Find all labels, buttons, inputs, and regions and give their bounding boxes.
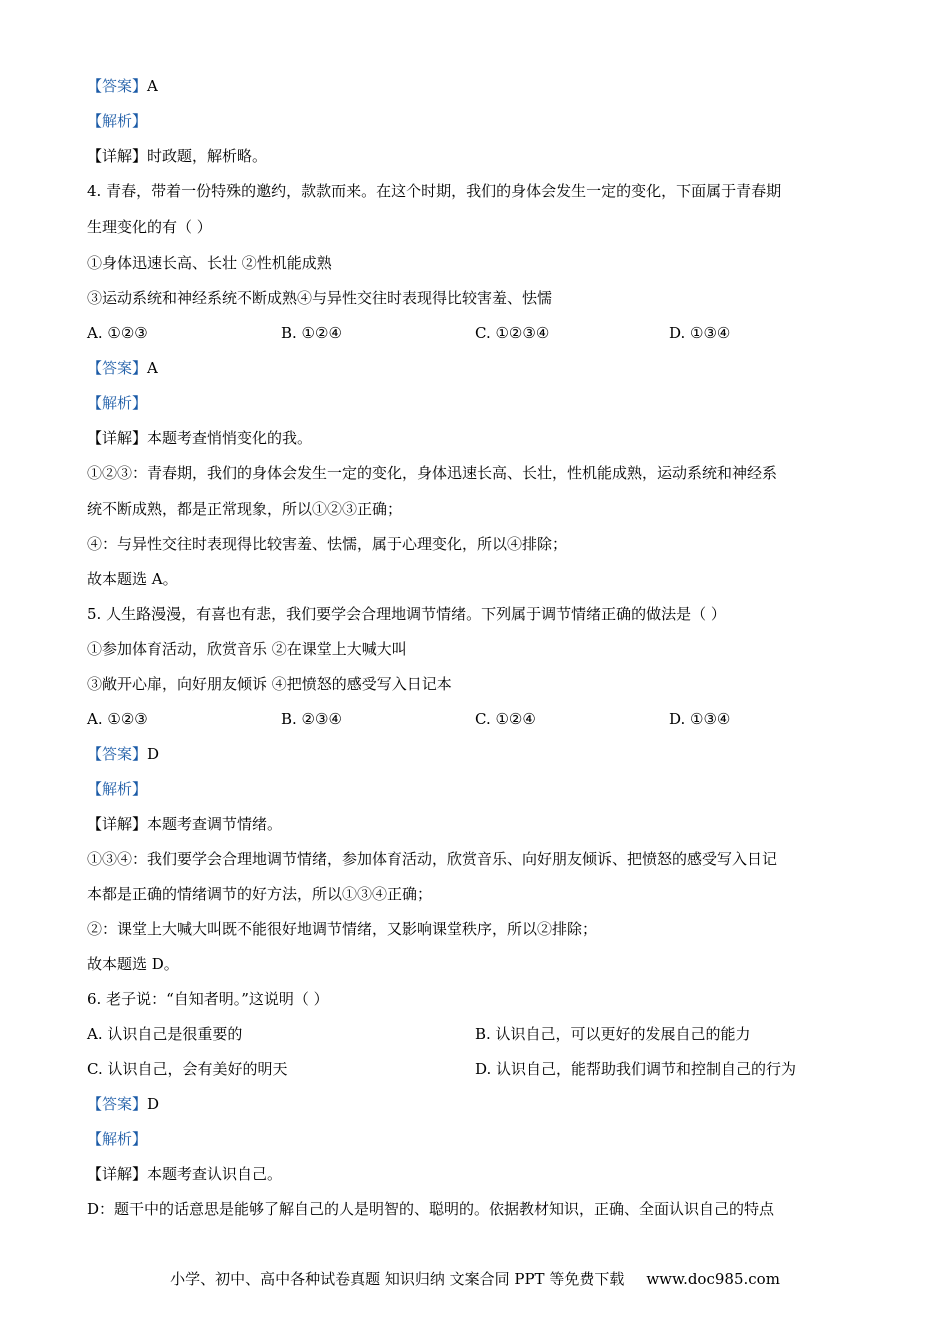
q6-option-a: A. 认识自己是很重要的 bbox=[87, 1025, 243, 1043]
q6-detail-line bbox=[87, 1163, 282, 1185]
q4-items-line1: ①身体迅速长高、长壮 ②性机能成熟 bbox=[87, 254, 332, 272]
q6-answer: D bbox=[147, 1095, 160, 1113]
q5-analysis-label: 【解析】 bbox=[87, 780, 148, 798]
q5-stem: 5. 人生路漫漫，有喜也有悲，我们要学会合理地调节情绪。下列属于调节情绪正确的做法是（ ） bbox=[87, 605, 726, 623]
q3-detail-line bbox=[87, 145, 267, 167]
q3-analysis-label: 【解析】 bbox=[87, 112, 148, 130]
q3-answer: A bbox=[147, 77, 158, 95]
q6-stem: 6. 老子说：“自知者明。”这说明（ ） bbox=[87, 990, 329, 1008]
detail-label: 【详解】 bbox=[87, 1165, 148, 1183]
q6-option-b: B. 认识自己，可以更好的发展自己的能力 bbox=[475, 1025, 751, 1043]
q4-detail-line bbox=[87, 427, 312, 449]
q4-stem-line2: 生理变化的有（ ） bbox=[87, 218, 212, 236]
q4-option-c: C. ①②③④ bbox=[475, 324, 550, 342]
q4-items-line2: ③运动系统和神经系统不断成熟④与异性交往时表现得比较害羞、怯懦 bbox=[87, 289, 553, 307]
detail-label: 【详解】 bbox=[87, 429, 148, 447]
q4-option-d: D. ①③④ bbox=[669, 324, 731, 342]
q4-option-b: B. ①②④ bbox=[281, 324, 342, 342]
q5-items-line2: ③敞开心扉，向好朋友倾诉 ④把愤怒的感受写入日记本 bbox=[87, 675, 452, 693]
q6-explanation-line1: D：题干中的话意思是能够了解自己的人是明智的、聪明的。依据教材知识，正确、全面认识自己的特点 bbox=[87, 1200, 775, 1218]
q5-explanation-line2: 本都是正确的情绪调节的好方法，所以①③④正确； bbox=[87, 885, 433, 903]
q5-option-a: A. ①②③ bbox=[87, 710, 148, 728]
q3-answer-line bbox=[87, 75, 158, 97]
q6-answer-line bbox=[87, 1093, 159, 1115]
q5-option-d: D. ①③④ bbox=[669, 710, 731, 728]
answer-label: 【答案】 bbox=[87, 359, 148, 377]
detail-label: 【详解】 bbox=[87, 815, 148, 833]
q4-explanation-line3: ④：与异性交往时表现得比较害羞、怯懦，属于心理变化，所以④排除； bbox=[87, 535, 568, 553]
q5-detail-line bbox=[87, 813, 282, 835]
q4-detail: 本题考查悄悄变化的我。 bbox=[147, 429, 313, 447]
q4-answer-line bbox=[87, 357, 158, 379]
q4-option-a: A. ①②③ bbox=[87, 324, 148, 342]
q5-answer: D bbox=[147, 745, 160, 763]
page-footer bbox=[0, 1268, 950, 1290]
q5-answer-line bbox=[87, 743, 159, 765]
q6-option-c: C. 认识自己，会有美好的明天 bbox=[87, 1060, 288, 1078]
answer-label: 【答案】 bbox=[87, 77, 148, 95]
footer-text: 小学、初中、高中各种试卷真题 知识归纳 文案合同 PPT 等免费下载 bbox=[170, 1270, 625, 1288]
footer-url[interactable]: www.doc985.com bbox=[646, 1270, 780, 1288]
q5-explanation-line3: ②：课堂上大喊大叫既不能很好地调节情绪，又影响课堂秩序，所以②排除； bbox=[87, 920, 598, 938]
q5-option-c: C. ①②④ bbox=[475, 710, 536, 728]
q6-analysis-label: 【解析】 bbox=[87, 1130, 148, 1148]
detail-label: 【详解】 bbox=[87, 147, 148, 165]
answer-label: 【答案】 bbox=[87, 745, 148, 763]
q4-stem-line1: 4. 青春，带着一份特殊的邀约，款款而来。在这个时期，我们的身体会发生一定的变化，下面属于青春期 bbox=[87, 182, 782, 200]
q4-explanation-line1: ①②③：青春期，我们的身体会发生一定的变化，身体迅速长高、长壮，性机能成熟，运动系统和神经系 bbox=[87, 464, 778, 482]
q6-option-d: D. 认识自己，能帮助我们调节和控制自己的行为 bbox=[475, 1060, 797, 1078]
q5-detail: 本题考查调节情绪。 bbox=[147, 815, 283, 833]
q4-explanation-line2: 统不断成熟，都是正常现象，所以①②③正确； bbox=[87, 500, 403, 518]
q5-conclusion: 故本题选 D。 bbox=[87, 955, 179, 973]
q4-analysis-label: 【解析】 bbox=[87, 394, 148, 412]
q5-option-b: B. ②③④ bbox=[281, 710, 342, 728]
q3-detail: 时政题，解析略。 bbox=[147, 147, 268, 165]
q4-answer: A bbox=[147, 359, 158, 377]
q5-explanation-line1: ①③④：我们要学会合理地调节情绪，参加体育活动，欣赏音乐、向好朋友倾诉、把愤怒的感受写入日记 bbox=[87, 850, 778, 868]
q6-detail: 本题考查认识自己。 bbox=[147, 1165, 283, 1183]
q4-conclusion: 故本题选 A。 bbox=[87, 570, 178, 588]
answer-label: 【答案】 bbox=[87, 1095, 148, 1113]
q5-items-line1: ①参加体育活动，欣赏音乐 ②在课堂上大喊大叫 bbox=[87, 640, 407, 658]
